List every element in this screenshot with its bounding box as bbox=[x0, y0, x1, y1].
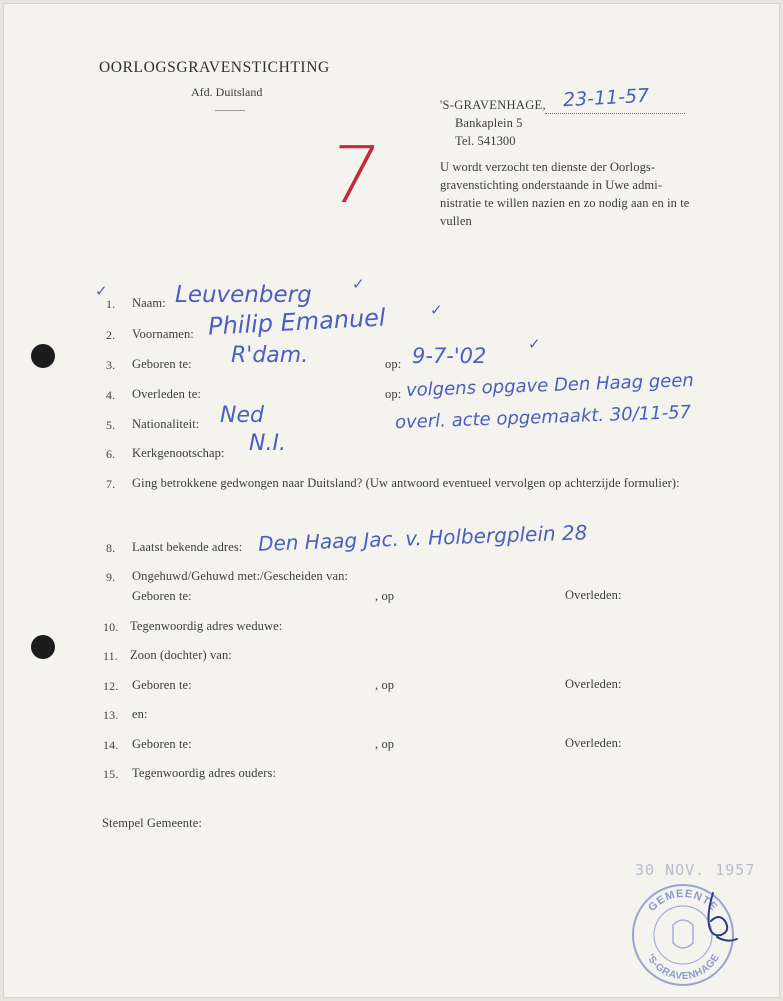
date-handwritten: 23-11-57 bbox=[562, 84, 650, 112]
city-label: 'S-GRAVENHAGE, bbox=[440, 98, 546, 112]
field-number: 2. bbox=[106, 328, 116, 342]
org-department: Afd. Duitsland bbox=[191, 85, 263, 99]
header-divider bbox=[215, 110, 245, 111]
date-line bbox=[545, 112, 685, 114]
org-title: OORLOGSGRAVENSTICHTING bbox=[99, 59, 330, 76]
field-label-zoon-van: Zoon (dochter) van: bbox=[130, 648, 232, 662]
stamp-label: Stempel Gemeente: bbox=[102, 816, 202, 830]
value-naam: Leuvenberg bbox=[175, 282, 312, 308]
field-number: 11. bbox=[103, 649, 118, 663]
field-label-geboren: Geboren te: bbox=[132, 737, 192, 751]
check-mark-icon: ✓ bbox=[430, 301, 443, 319]
field-label-gehuwd: Ongehuwd/Gehuwd met:/Gescheiden van: bbox=[132, 569, 349, 583]
overleden-label: Overleden: bbox=[565, 588, 622, 602]
received-date-stamp: 30 NOV. 1957 bbox=[635, 861, 756, 879]
handwritten-initial bbox=[699, 887, 739, 949]
value-geboren-op: 9-7-'02 bbox=[412, 344, 487, 368]
field-number: 15. bbox=[103, 767, 119, 781]
check-mark-icon: ✓ bbox=[352, 275, 365, 293]
value-adres: Den Haag Jac. v. Holbergplein 28 bbox=[257, 520, 588, 556]
field-number: 10. bbox=[103, 620, 119, 634]
field-label-adres-weduwe: Tegenwoordig adres weduwe: bbox=[130, 619, 283, 633]
value-nationaliteit: Ned bbox=[220, 403, 264, 428]
field-number: 7. bbox=[106, 477, 116, 491]
punch-hole-top bbox=[31, 344, 55, 368]
field-label-overleden: Overleden te: bbox=[132, 387, 201, 401]
field-number: 4. bbox=[106, 388, 116, 402]
overleden-label: Overleden: bbox=[565, 736, 622, 750]
field-number: 14. bbox=[103, 738, 119, 752]
form-page bbox=[3, 3, 780, 998]
overleden-label: Overleden: bbox=[565, 677, 622, 691]
value-overleden-note-2: overl. acte opgemaakt. 30/11-57 bbox=[394, 401, 692, 434]
svg-text:GEMEENTE: GEMEENTE bbox=[646, 887, 720, 914]
address-phone: Tel. 541300 bbox=[455, 134, 516, 148]
field-label-kerkgenootschap: Kerkgenootschap: bbox=[132, 446, 225, 460]
check-mark-icon: ✓ bbox=[95, 282, 108, 300]
field-label-adres: Laatst bekende adres: bbox=[132, 540, 243, 554]
intro-text: U wordt verzocht ten dienste der Oorlogsgravenstichting onderstaande in Uwe administratie te willen nazien en zo nodig aan en in te vullen bbox=[440, 160, 690, 228]
op-label: op: bbox=[385, 357, 402, 371]
check-mark-icon: ✓ bbox=[528, 335, 541, 353]
field-number: 1. bbox=[106, 297, 116, 311]
op-label: , op bbox=[375, 678, 395, 692]
field-label-adres-ouders: Tegenwoordig adres ouders: bbox=[132, 766, 277, 780]
op-label: , op bbox=[375, 737, 395, 751]
field-label-naam: Naam: bbox=[132, 296, 166, 310]
field-label-en: en: bbox=[132, 707, 148, 721]
field-label-geboren: Geboren te: bbox=[132, 678, 192, 692]
value-geboren-te: R'dam. bbox=[231, 343, 309, 368]
field-number: 9. bbox=[106, 570, 116, 584]
field-label-voornamen: Voornamen: bbox=[132, 327, 194, 341]
field-number: 8. bbox=[106, 541, 116, 555]
value-overleden-note: volgens opgave Den Haag geen bbox=[405, 369, 695, 402]
svg-text:'S-GRAVENHAGE: 'S-GRAVENHAGE bbox=[644, 952, 722, 983]
field-label-gedwongen: Ging betrokkene gedwongen naar Duitsland? (Uw antwoord eventueel vervolgen op achterzijde formulier): bbox=[132, 476, 680, 490]
field-number: 6. bbox=[106, 447, 116, 461]
field-label-geboren: Geboren te: bbox=[132, 357, 192, 371]
value-voornamen: Philip Emanuel bbox=[207, 303, 387, 341]
field-number: 13. bbox=[103, 708, 119, 722]
field-label-geboren: Geboren te: bbox=[132, 589, 192, 603]
punch-hole-bottom bbox=[31, 635, 55, 659]
field-number: 3. bbox=[106, 358, 116, 372]
value-kerkgenootschap: N.I. bbox=[249, 431, 286, 456]
field-number: 12. bbox=[103, 679, 119, 693]
address-street: Bankaplein 5 bbox=[455, 116, 523, 130]
field-number: 5. bbox=[106, 418, 116, 432]
op-label: op: bbox=[385, 387, 402, 401]
op-label: , op bbox=[375, 589, 395, 603]
red-number: 7 bbox=[322, 131, 385, 221]
field-label-nationaliteit: Nationaliteit: bbox=[132, 417, 200, 431]
